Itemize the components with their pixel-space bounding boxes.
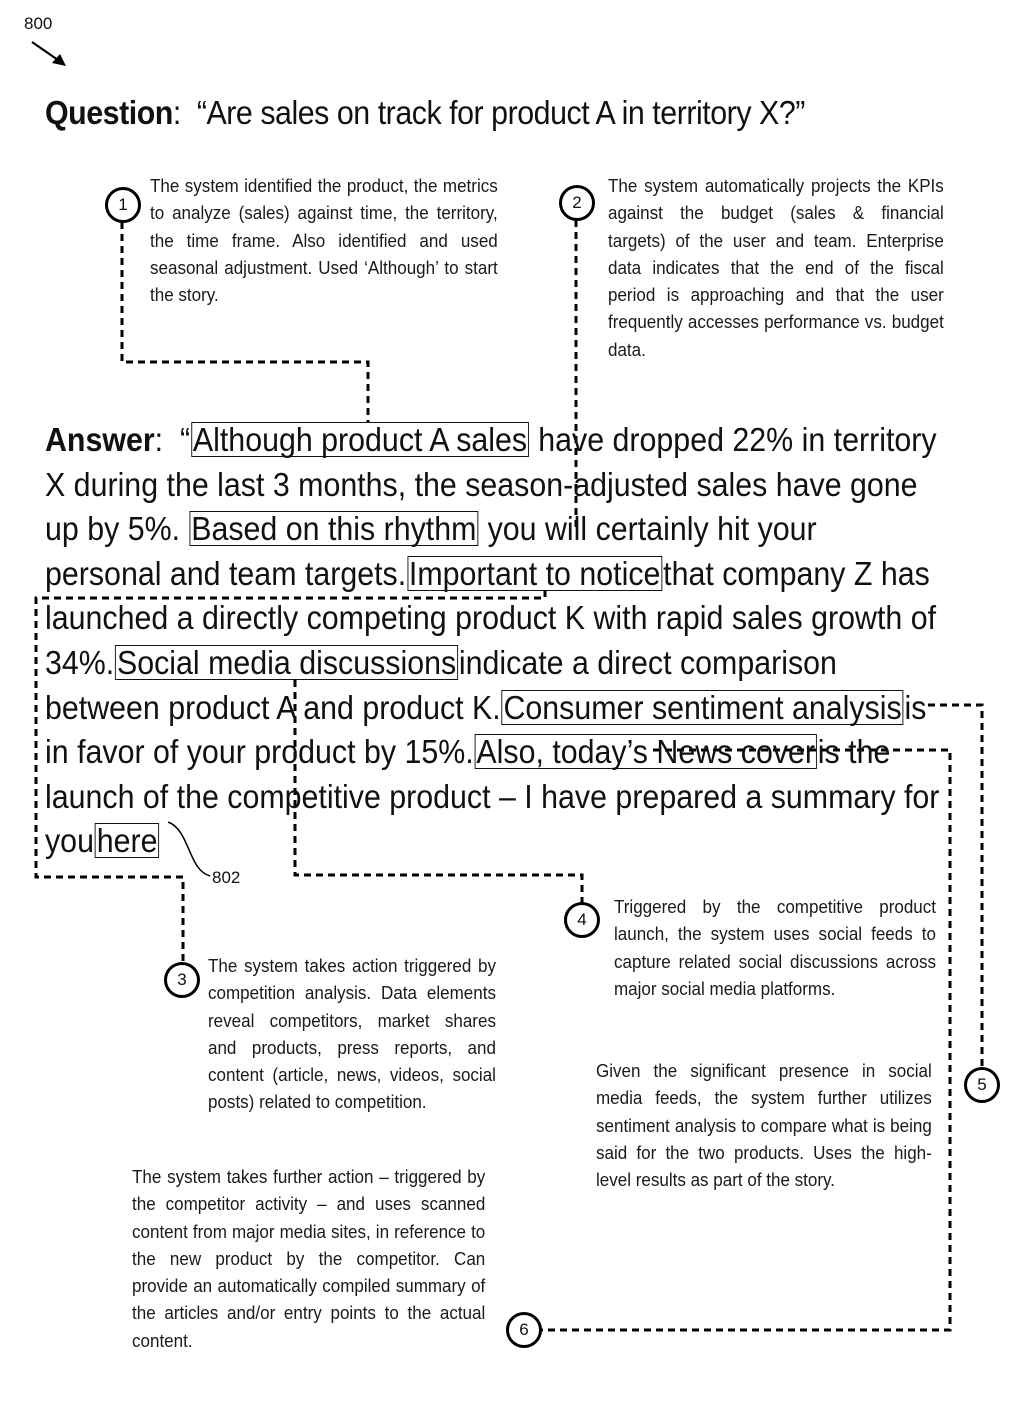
callout-3-text: The system takes action triggered by competition analysis. Data elements reveal competitors, market shares and products, press reports, and content (article, news, videos, social posts) related to competition. bbox=[208, 955, 496, 1113]
reference-802: 802 bbox=[212, 868, 241, 887]
answer-text: is the bbox=[817, 733, 891, 771]
answer-text: you will certainly hit your bbox=[487, 510, 817, 548]
callout-1-marker: 1 bbox=[105, 187, 141, 223]
open-quote: “ bbox=[179, 421, 191, 458]
answer-text: 34%. bbox=[45, 643, 115, 681]
callout-4-text: Triggered by the competitive product launch, the system uses social feeds to capture related social discussions across major social media platforms. bbox=[614, 896, 936, 999]
answer-colon: : bbox=[154, 421, 180, 458]
answer-line bbox=[45, 730, 965, 775]
answer-text: is bbox=[904, 688, 927, 726]
answer-line bbox=[45, 641, 965, 686]
callout-6-text: The system takes further action – triggered by the competitor activity – and uses scanned content from major media sites, in reference to the new product by the competitor. Can provide an automatically compiled summary of the articles and/or entry points to the actual content. bbox=[132, 1166, 486, 1351]
callout-2-marker: 2 bbox=[559, 185, 595, 221]
callout-1-text: The system identified the product, the metrics to analyze (sales) against time, the territory, the time frame. Also identified and used seasonal adjustment. Used ‘Although’ to start the story. bbox=[150, 175, 498, 306]
highlight-social-media: Social media discussions bbox=[116, 643, 457, 681]
question-text: “Are sales on track for product A in territory X?” bbox=[196, 94, 805, 131]
answer bbox=[45, 418, 965, 864]
answer-text: launched a directly competing product K with rapid sales growth of bbox=[45, 599, 937, 637]
answer-line bbox=[45, 418, 965, 463]
highlight-although: Although product A sales bbox=[192, 421, 528, 458]
callout-5-marker: 5 bbox=[964, 1067, 1000, 1103]
answer-line bbox=[45, 463, 965, 508]
highlight-consumer-sentiment: Consumer sentiment analysis bbox=[503, 688, 902, 726]
answer-text: in favor of your product by 15%. bbox=[45, 733, 474, 771]
answer-text: X during the last 3 months, the season-adjusted sales have gone bbox=[45, 465, 918, 503]
answer-text: you bbox=[45, 822, 94, 860]
answer-line bbox=[45, 507, 965, 552]
answer-text: up by 5%. bbox=[45, 510, 181, 548]
answer-text: between product A and product K. bbox=[45, 688, 501, 726]
callout-3-marker: 3 bbox=[164, 962, 200, 998]
callout-5-text: Given the significant presence in social media feeds, the system further utilizes sentiment analysis to compare what is being said for the two products. Uses the high-level results as part of the story. bbox=[596, 1060, 932, 1191]
answer-line bbox=[45, 596, 965, 641]
answer-line bbox=[45, 552, 965, 597]
question-colon: : bbox=[172, 94, 197, 131]
answer-text: personal and team targets. bbox=[45, 554, 407, 592]
answer-text: that company Z has bbox=[663, 554, 930, 592]
answer-line bbox=[45, 775, 965, 820]
answer-line bbox=[45, 819, 965, 864]
answer-label: Answer bbox=[45, 421, 155, 458]
callout-4-marker: 4 bbox=[564, 902, 600, 938]
highlight-based-on-rhythm: Based on this rhythm bbox=[191, 510, 477, 548]
highlight-news-cover: Also, today’s News cover bbox=[476, 733, 816, 771]
callout-6-marker: 6 bbox=[506, 1312, 542, 1348]
answer-line bbox=[45, 686, 965, 731]
here-link[interactable]: here bbox=[96, 822, 158, 860]
answer-text: have dropped 22% in territory bbox=[538, 421, 937, 458]
highlight-important-to-notice: Important to notice bbox=[408, 554, 661, 592]
question-label: Question bbox=[45, 94, 173, 131]
figure-number: 800 bbox=[24, 14, 53, 33]
answer-text: indicate a direct comparison bbox=[458, 643, 837, 681]
answer-text: launch of the competitive product – I have prepared a summary for bbox=[45, 777, 940, 815]
callout-2-text: The system automatically projects the KPIs against the budget (sales & financial targets) of the user and team. Enterprise data indicates that the end of the fiscal period is approaching and that the user frequently accesses performance vs. budget data. bbox=[608, 175, 944, 360]
